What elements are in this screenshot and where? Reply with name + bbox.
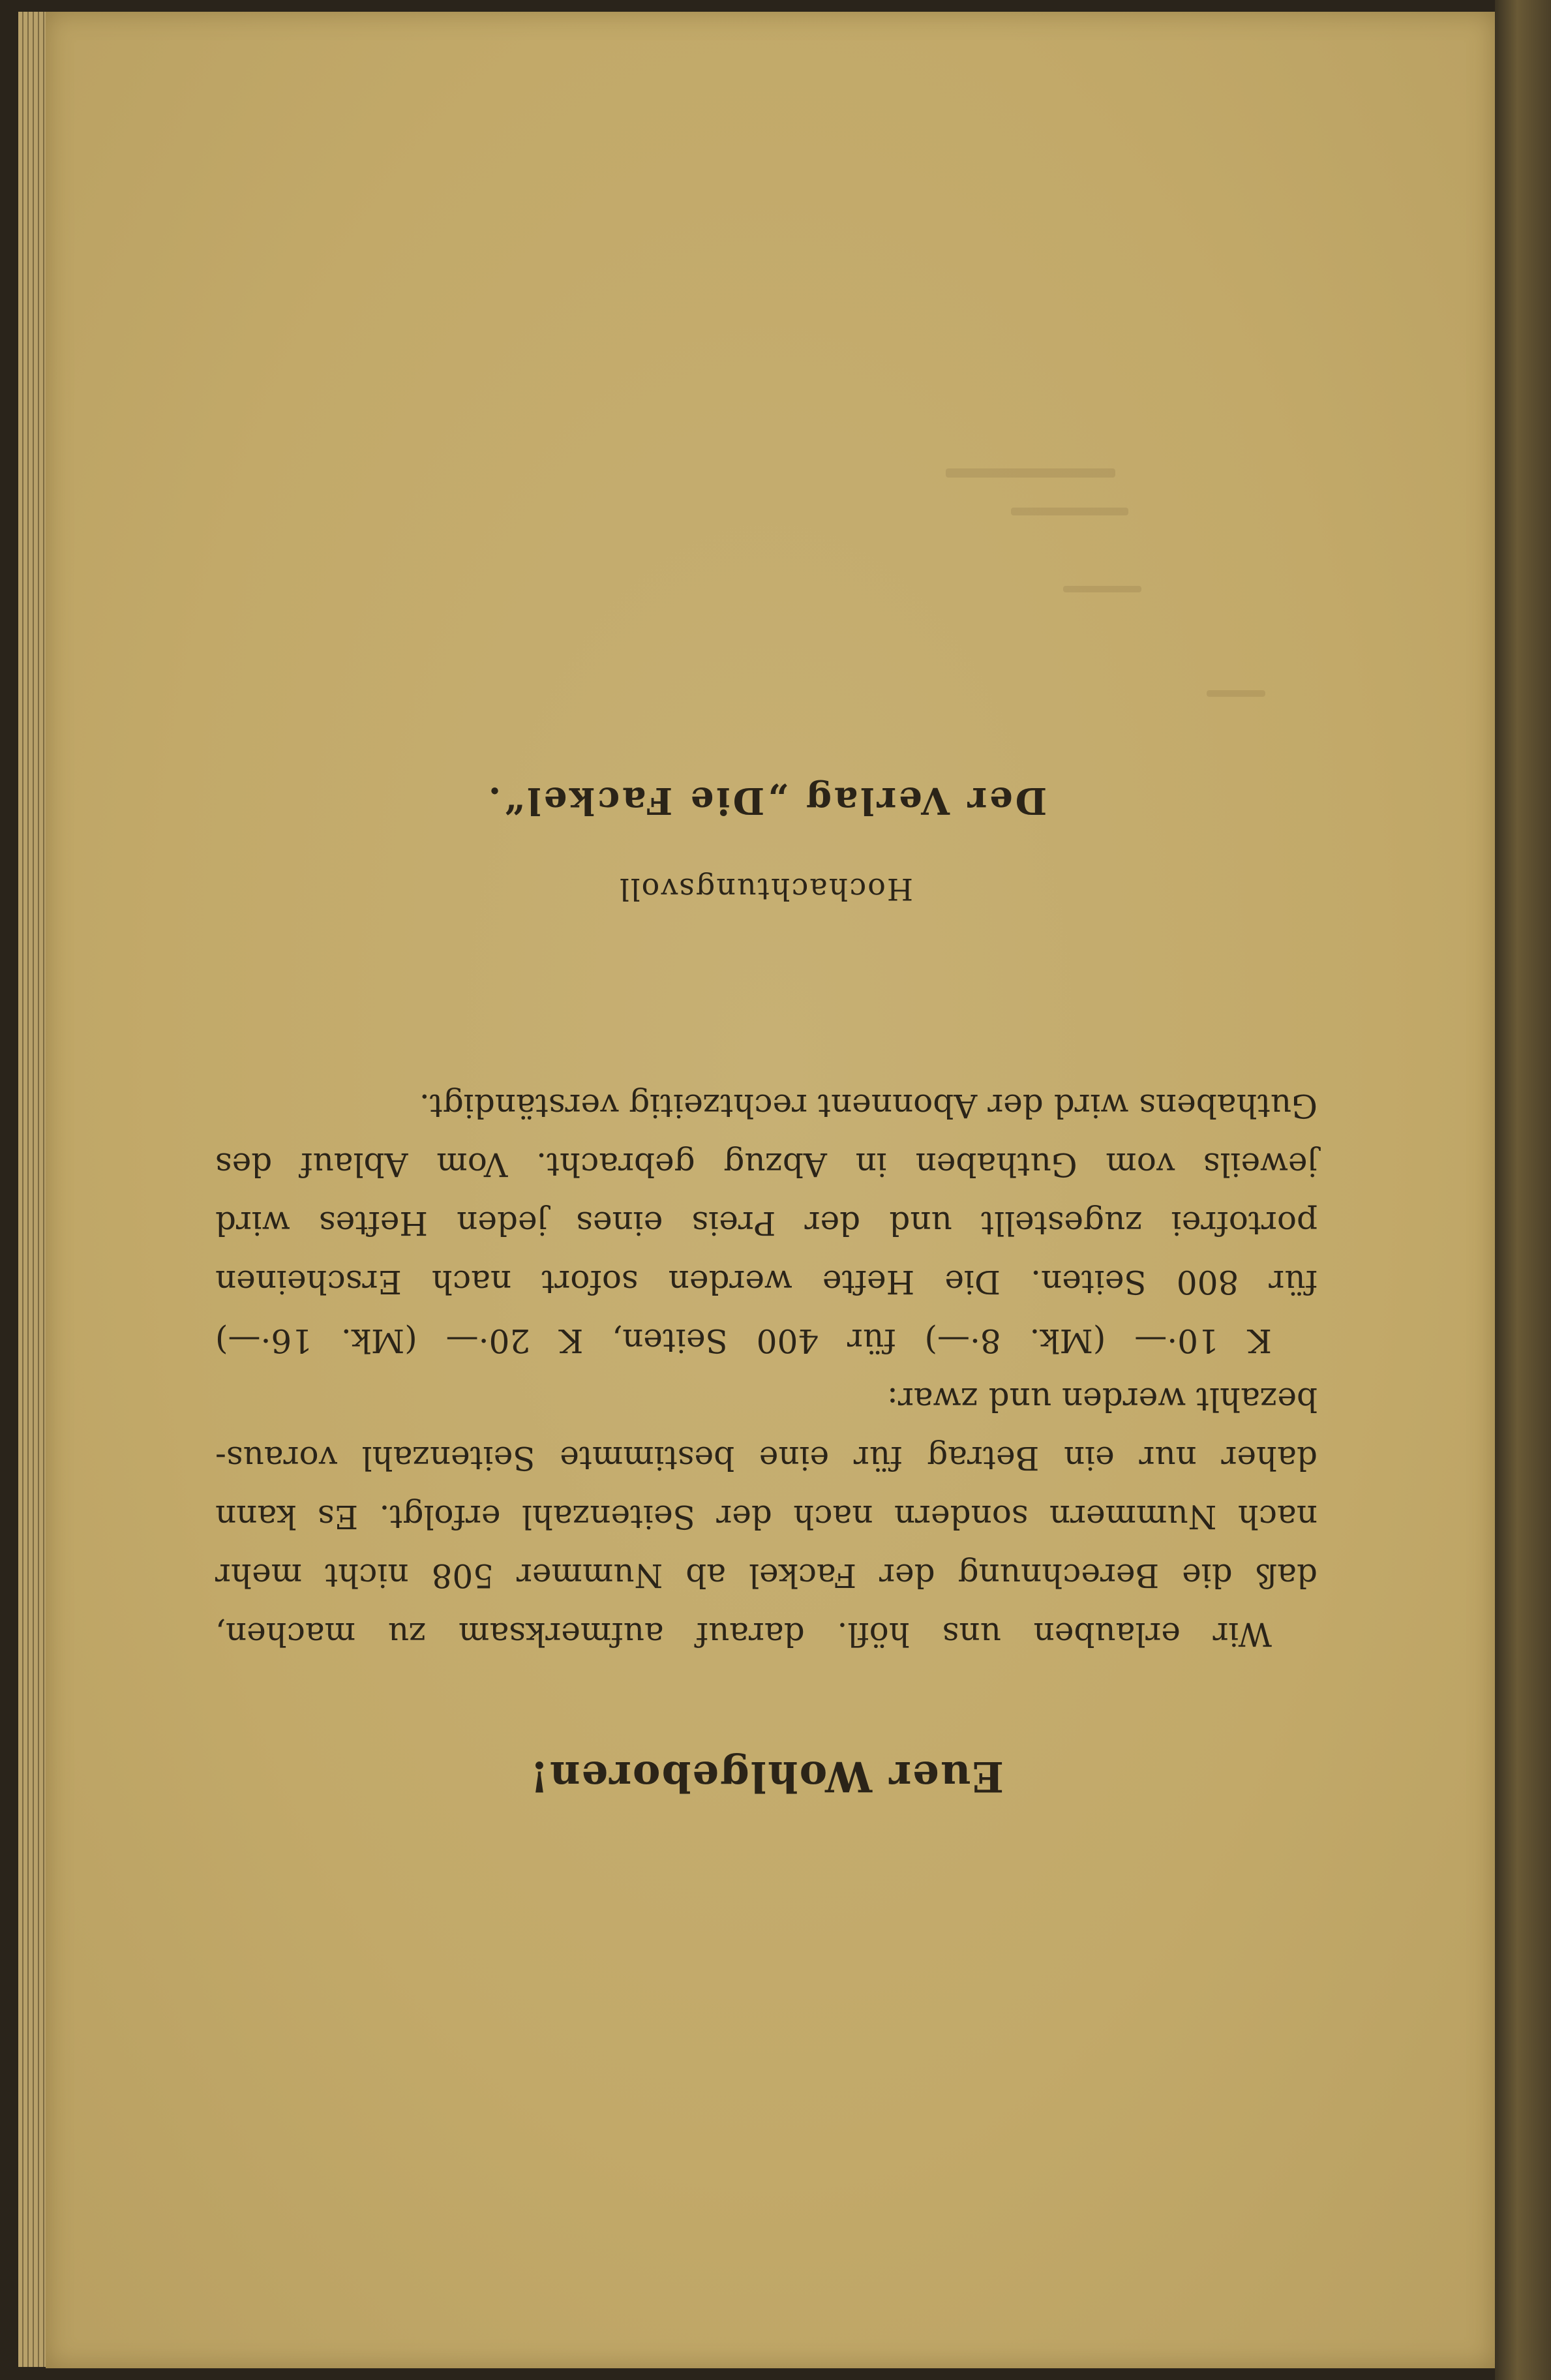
letter-text-block [215, 639, 1318, 1801]
publisher-signature: Der Verlag „Die Fackel“. [485, 779, 1047, 822]
body-line: für 800 Seiten. Die Hefte werden sofort nach Erscheinen [215, 1263, 1318, 1301]
body-line: K 10·— (Mk. 8·—) für 400 Seiten, K 20·— (Mk. 16·—) [215, 1322, 1272, 1360]
body-line: Guthabens wird der Abonnent rechtzeitig verständigt. [419, 1087, 1318, 1125]
body-line: portofrei zugestellt und der Preis eines jeden Heftes wird [215, 1204, 1318, 1242]
body-line: bezahlt werden und zwar: [887, 1381, 1318, 1418]
show-through-mark [1063, 586, 1141, 592]
show-through-mark [946, 468, 1115, 478]
letter-body [215, 1076, 1318, 1664]
show-through-mark [1011, 508, 1128, 515]
body-line: daher nur ein Betrag für eine bestimmte Seitenzahl voraus- [215, 1439, 1318, 1477]
body-line: nach Nummern sondern nach der Seitenzahl erfolgt. Es kann [215, 1498, 1318, 1536]
body-line: jeweils vom Guthaben in Abzug gebracht. Vom Ablauf des [215, 1146, 1318, 1183]
body-line: daß die Berechnung der Fackel ab Nummer 508 nicht mehr [215, 1557, 1318, 1594]
cover-board-edge [1495, 0, 1551, 2380]
letter-heading: Euer Wohlgeboren! [528, 1752, 1004, 1801]
closing-salutation: Hochachtungsvoll [618, 872, 913, 907]
body-line: Wir erlauben uns höfl. darauf aufmerksam zu machen, [215, 1615, 1272, 1653]
